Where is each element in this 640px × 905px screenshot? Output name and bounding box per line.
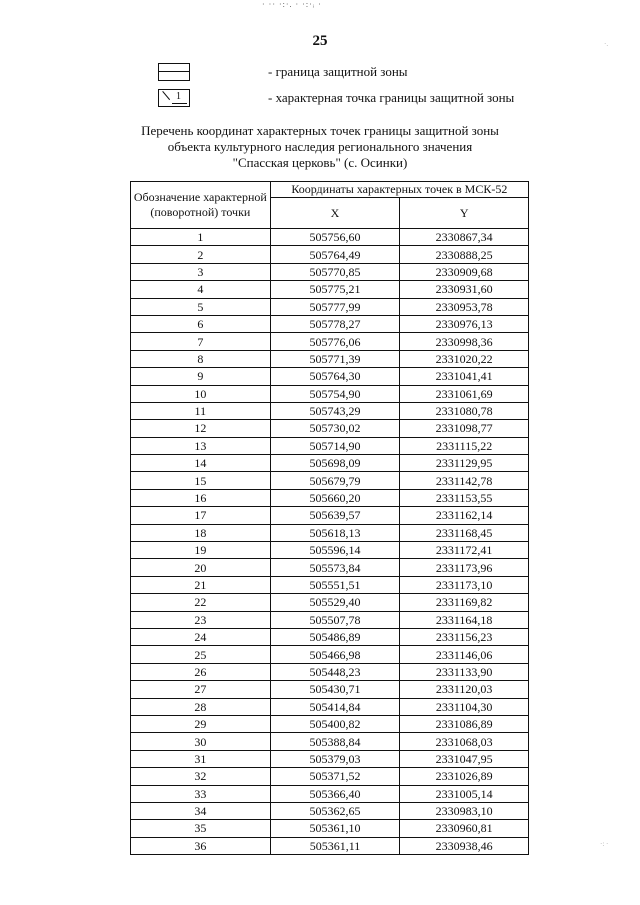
- table-row: [131, 507, 529, 524]
- table-row: [131, 489, 529, 506]
- x-coordinate-cell: 505448,23: [270, 663, 400, 680]
- point-number-cell: 24: [131, 628, 271, 645]
- legend-characteristic-point-text: - характерная точка границы защитной зоны: [268, 90, 515, 105]
- y-coordinate-cell: 2330867,34: [400, 229, 529, 246]
- point-number-cell: 20: [131, 559, 271, 576]
- table-row: [131, 715, 529, 732]
- y-coordinate-cell: 2330931,60: [400, 281, 529, 298]
- y-coordinate-cell: 2330909,68: [400, 263, 529, 280]
- x-coordinate-cell: 505764,49: [270, 246, 400, 263]
- x-coordinate-cell: 505388,84: [270, 733, 400, 750]
- y-coordinate-cell: 2330938,46: [400, 837, 529, 854]
- point-designation-header: Обозначение характерной (поворотной) точки: [131, 182, 271, 229]
- y-coordinate-cell: 2331164,18: [400, 611, 529, 628]
- x-coordinate-cell: 505775,21: [270, 281, 400, 298]
- table-row: [131, 820, 529, 837]
- point-number-cell: 18: [131, 524, 271, 541]
- point-number-cell: 22: [131, 594, 271, 611]
- point-number-cell: 13: [131, 437, 271, 454]
- scan-header-noise: · ·· ·:·. · ·:·ᵢ ·: [262, 0, 322, 9]
- characteristic-point-symbol: [158, 89, 190, 107]
- y-coordinate-cell: 2331146,06: [400, 646, 529, 663]
- y-coordinate-cell: 2330960,81: [400, 820, 529, 837]
- point-number-cell: 6: [131, 315, 271, 332]
- point-number-cell: 16: [131, 489, 271, 506]
- y-coordinate-cell: 2331061,69: [400, 385, 529, 402]
- table-row: [131, 368, 529, 385]
- x-coordinate-cell: 505730,02: [270, 420, 400, 437]
- point-number-cell: 23: [131, 611, 271, 628]
- table-row: [131, 802, 529, 819]
- table-row: [131, 663, 529, 680]
- y-coordinate-cell: 2331086,89: [400, 715, 529, 732]
- point-number-cell: 31: [131, 750, 271, 767]
- y-coordinate-cell: 2331168,45: [400, 524, 529, 541]
- y-coordinate-cell: 2331041,41: [400, 368, 529, 385]
- table-row: [131, 750, 529, 767]
- table-row: [131, 681, 529, 698]
- point-number-cell: 7: [131, 333, 271, 350]
- legend-zone-boundary: [158, 63, 408, 81]
- legend-characteristic-point: [158, 89, 515, 107]
- table-row: [131, 698, 529, 715]
- point-number-cell: 32: [131, 768, 271, 785]
- y-coordinate-cell: 2331115,22: [400, 437, 529, 454]
- table-row: [131, 246, 529, 263]
- scan-margin-noise: ·: ·: [600, 840, 609, 848]
- document-title: [100, 123, 540, 171]
- y-coordinate-cell: 2331173,10: [400, 576, 529, 593]
- point-number-cell: 21: [131, 576, 271, 593]
- y-coordinate-cell: 2331142,78: [400, 472, 529, 489]
- point-number-cell: 12: [131, 420, 271, 437]
- y-coordinate-cell: 2331169,82: [400, 594, 529, 611]
- legend-zone-boundary-text: - граница защитной зоны: [268, 64, 408, 79]
- table-row: [131, 559, 529, 576]
- point-number-cell: 17: [131, 507, 271, 524]
- x-coordinate-cell: 505486,89: [270, 628, 400, 645]
- table-row: [131, 576, 529, 593]
- y-coordinate-cell: 2331005,14: [400, 785, 529, 802]
- y-coordinate-cell: 2331133,90: [400, 663, 529, 680]
- y-coordinate-cell: 2331020,22: [400, 350, 529, 367]
- table-row: [131, 333, 529, 350]
- table-row: [131, 281, 529, 298]
- point-number-cell: 8: [131, 350, 271, 367]
- x-coordinate-cell: 505361,11: [270, 837, 400, 854]
- table-row: [131, 768, 529, 785]
- x-coordinate-cell: 505551,51: [270, 576, 400, 593]
- coordinates-table-body: [131, 229, 529, 855]
- x-coordinate-cell: 505507,78: [270, 611, 400, 628]
- point-number-cell: 28: [131, 698, 271, 715]
- zone-boundary-symbol: [158, 63, 190, 81]
- x-coordinate-cell: 505361,10: [270, 820, 400, 837]
- x-coordinate-cell: 505430,71: [270, 681, 400, 698]
- y-coordinate-cell: 2331068,03: [400, 733, 529, 750]
- point-number-cell: 5: [131, 298, 271, 315]
- x-coordinate-cell: 505414,84: [270, 698, 400, 715]
- x-header: X: [270, 198, 400, 229]
- point-number-cell: 30: [131, 733, 271, 750]
- y-coordinate-cell: 2331173,96: [400, 559, 529, 576]
- point-number-cell: 27: [131, 681, 271, 698]
- x-coordinate-cell: 505573,84: [270, 559, 400, 576]
- point-number-cell: 9: [131, 368, 271, 385]
- y-coordinate-cell: 2330983,10: [400, 802, 529, 819]
- y-coordinate-cell: 2331026,89: [400, 768, 529, 785]
- table-row: [131, 350, 529, 367]
- y-coordinate-cell: 2330998,36: [400, 333, 529, 350]
- y-coordinate-cell: 2331104,30: [400, 698, 529, 715]
- table-row: [131, 437, 529, 454]
- point-number-cell: 15: [131, 472, 271, 489]
- x-coordinate-cell: 505743,29: [270, 402, 400, 419]
- x-coordinate-cell: 505379,03: [270, 750, 400, 767]
- x-coordinate-cell: 505777,99: [270, 298, 400, 315]
- y-coordinate-cell: 2331153,55: [400, 489, 529, 506]
- x-coordinate-cell: 505776,06: [270, 333, 400, 350]
- characteristic-point-symbol-label: 1: [176, 91, 181, 102]
- x-coordinate-cell: 505698,09: [270, 455, 400, 472]
- x-coordinate-cell: 505754,90: [270, 385, 400, 402]
- table-row: [131, 263, 529, 280]
- point-number-cell: 25: [131, 646, 271, 663]
- table-row: [131, 298, 529, 315]
- point-number-cell: 4: [131, 281, 271, 298]
- title-line-2: объекта культурного наследия регионального значения: [167, 139, 473, 154]
- title-line-1: Перечень координат характерных точек границы защитной зоны: [141, 123, 499, 138]
- x-coordinate-cell: 505400,82: [270, 715, 400, 732]
- y-coordinate-cell: 2331120,03: [400, 681, 529, 698]
- y-coordinate-cell: 2330976,13: [400, 315, 529, 332]
- coordinates-header: Координаты характерных точек в МСК-52: [270, 182, 528, 198]
- table-row: [131, 628, 529, 645]
- scan-margin-noise: ·.: [604, 40, 609, 48]
- table-row: [131, 229, 529, 246]
- x-coordinate-cell: 505466,98: [270, 646, 400, 663]
- x-coordinate-cell: 505771,39: [270, 350, 400, 367]
- y-header: Y: [400, 198, 529, 229]
- table-row: [131, 402, 529, 419]
- point-number-cell: 19: [131, 542, 271, 559]
- coordinates-table: [130, 181, 529, 855]
- x-coordinate-cell: 505371,52: [270, 768, 400, 785]
- y-coordinate-cell: 2331098,77: [400, 420, 529, 437]
- table-row: [131, 455, 529, 472]
- x-coordinate-cell: 505756,60: [270, 229, 400, 246]
- table-row: [131, 315, 529, 332]
- y-coordinate-cell: 2331162,14: [400, 507, 529, 524]
- x-coordinate-cell: 505529,40: [270, 594, 400, 611]
- x-coordinate-cell: 505362,65: [270, 802, 400, 819]
- x-coordinate-cell: 505660,20: [270, 489, 400, 506]
- table-row: [131, 524, 529, 541]
- page-number: 25: [312, 33, 328, 49]
- y-coordinate-cell: 2331047,95: [400, 750, 529, 767]
- table-row: [131, 611, 529, 628]
- point-number-cell: 26: [131, 663, 271, 680]
- point-number-cell: 11: [131, 402, 271, 419]
- point-number-cell: 29: [131, 715, 271, 732]
- point-number-cell: 35: [131, 820, 271, 837]
- point-number-cell: 10: [131, 385, 271, 402]
- point-number-cell: 14: [131, 455, 271, 472]
- y-coordinate-cell: 2331080,78: [400, 402, 529, 419]
- table-row: [131, 472, 529, 489]
- x-coordinate-cell: 505679,79: [270, 472, 400, 489]
- x-coordinate-cell: 505778,27: [270, 315, 400, 332]
- point-number-cell: 36: [131, 837, 271, 854]
- table-row: [131, 542, 529, 559]
- x-coordinate-cell: 505714,90: [270, 437, 400, 454]
- table-row: [131, 646, 529, 663]
- table-row: [131, 733, 529, 750]
- title-line-3: "Спасская церковь" (с. Осинки): [232, 155, 408, 170]
- table-row: [131, 594, 529, 611]
- table-row: [131, 785, 529, 802]
- x-coordinate-cell: 505639,57: [270, 507, 400, 524]
- y-coordinate-cell: 2331156,23: [400, 628, 529, 645]
- point-number-cell: 1: [131, 229, 271, 246]
- point-number-cell: 2: [131, 246, 271, 263]
- x-coordinate-cell: 505366,40: [270, 785, 400, 802]
- x-coordinate-cell: 505770,85: [270, 263, 400, 280]
- point-number-cell: 34: [131, 802, 271, 819]
- y-coordinate-cell: 2331172,41: [400, 542, 529, 559]
- x-coordinate-cell: 505618,13: [270, 524, 400, 541]
- y-coordinate-cell: 2331129,95: [400, 455, 529, 472]
- table-row: [131, 385, 529, 402]
- x-coordinate-cell: 505764,30: [270, 368, 400, 385]
- y-coordinate-cell: 2330888,25: [400, 246, 529, 263]
- point-number-cell: 33: [131, 785, 271, 802]
- table-row: [131, 837, 529, 854]
- x-coordinate-cell: 505596,14: [270, 542, 400, 559]
- y-coordinate-cell: 2330953,78: [400, 298, 529, 315]
- table-row: [131, 420, 529, 437]
- point-number-cell: 3: [131, 263, 271, 280]
